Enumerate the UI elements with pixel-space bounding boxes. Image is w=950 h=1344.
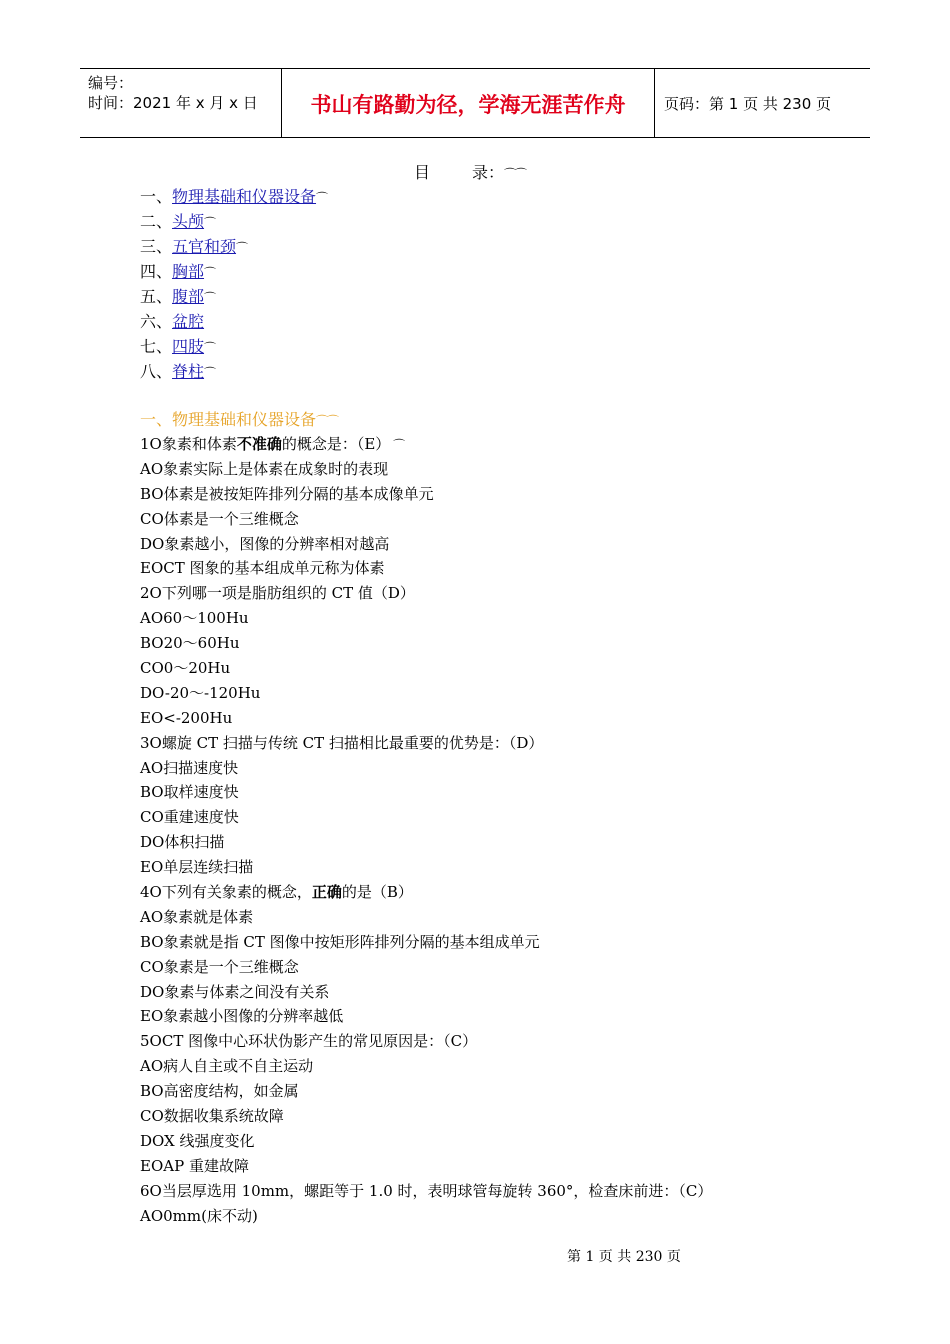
text-line: DO体积扫描 — [140, 833, 225, 852]
toc-link[interactable]: 物理基础和仪器设备 — [172, 187, 317, 206]
paragraph-mark: ⌒ — [390, 438, 405, 452]
header-page-info: 页码：第 1 页 共 230 页 — [664, 95, 832, 113]
text-line: CO0～20Hu — [140, 659, 231, 678]
text-line: AO象素就是体素 — [140, 907, 254, 926]
section-heading — [140, 407, 712, 432]
toc-link[interactable]: 头颅 — [172, 212, 205, 231]
question-lines-a — [140, 457, 712, 880]
paragraph-mark: ⌒⌒ — [504, 167, 527, 181]
toc-link[interactable]: 脊柱 — [172, 362, 205, 381]
text-line: EOCT 图象的基本组成单元称为体素 — [140, 559, 385, 578]
paragraph-mark: ⌒ — [204, 366, 216, 380]
toc-item[interactable] — [140, 359, 327, 384]
text-line: CO体素是一个三维概念 — [140, 509, 299, 528]
toc-link[interactable]: 盆腔 — [172, 312, 205, 331]
toc-prefix: 四、 — [140, 262, 173, 281]
toc-prefix: 一、 — [140, 187, 173, 206]
text-line: BO象素就是指 CT 图像中按矩形阵排列分隔的基本组成单元 — [140, 932, 540, 951]
toc-item[interactable] — [140, 334, 327, 359]
question-text: 的概念是：（E） — [281, 435, 391, 453]
text-line: DO-20～-120Hu — [140, 683, 261, 702]
toc-item[interactable] — [140, 284, 327, 309]
header-divider — [654, 69, 655, 137]
text-line: DO象素越小，图像的分辨率相对越高 — [140, 534, 390, 553]
text-line: DOX 线强度变化 — [140, 1131, 255, 1150]
page-header — [80, 68, 870, 138]
text-line: DO象素与体素之间没有关系 — [140, 982, 330, 1001]
toc-item[interactable] — [140, 259, 327, 284]
toc-title — [414, 160, 526, 183]
text-line: EO<-200Hu — [140, 708, 233, 727]
toc-link[interactable]: 腹部 — [172, 287, 205, 306]
paragraph-mark: ⌒ — [204, 341, 216, 355]
text-line: 2O下列哪一项是脂肪组织的 CT 值（D） — [140, 584, 415, 603]
paragraph-mark: ⌒ — [204, 291, 216, 305]
toc-item[interactable] — [140, 209, 327, 234]
text-line: 5OCT 图像中心环状伪影产生的常见原因是：（C） — [140, 1032, 478, 1051]
question-lines-b — [140, 905, 712, 1229]
table-of-contents — [140, 184, 327, 384]
paragraph-mark: ⌒ — [316, 191, 328, 205]
header-meta — [88, 73, 278, 113]
text-line: BO体素是被按矩阵排列分隔的基本成像单元 — [140, 484, 434, 503]
toc-title-right: 录： — [472, 163, 505, 182]
toc-item[interactable] — [140, 234, 327, 259]
text-line: BO20～60Hu — [140, 634, 240, 653]
text-line: 6O当层厚选用 10mm，螺距等于 1.0 时，表明球管每旋转 360°，检查床前进：（C） — [140, 1181, 713, 1200]
question-line — [140, 880, 712, 905]
toc-link[interactable]: 四肢 — [172, 337, 205, 356]
question-text: 4O下列有关象素的概念， — [140, 883, 312, 902]
toc-link[interactable]: 胸部 — [172, 262, 205, 281]
text-line: AO扫描速度快 — [140, 758, 239, 777]
toc-title-left: 目 — [414, 163, 431, 182]
toc-prefix: 六、 — [140, 312, 173, 331]
header-motto: 书山有路勤为径，学海无涯苦作舟 — [310, 93, 626, 117]
text-line: EO单层连续扫描 — [140, 858, 254, 877]
paragraph-mark: ⌒ — [204, 266, 216, 280]
text-line: CO数据收集系统故障 — [140, 1107, 284, 1126]
paragraph-mark: ⌒⌒ — [316, 414, 339, 428]
toc-prefix: 七、 — [140, 337, 173, 356]
text-line: EO象素越小图像的分辨率越低 — [140, 1007, 344, 1026]
toc-prefix: 三、 — [140, 237, 173, 256]
number-label: 编号： — [88, 74, 134, 92]
toc-item[interactable] — [140, 309, 327, 334]
time-label: 时间：2021 年 x 月 x 日 — [88, 94, 258, 112]
question-emphasis: 正确 — [311, 883, 342, 902]
toc-prefix: 二、 — [140, 212, 173, 231]
paragraph-mark: ⌒ — [204, 216, 216, 230]
question-text: 1O象素和体素 — [140, 435, 237, 453]
page-footer: 第 1 页 共 230 页 — [567, 1249, 681, 1265]
text-line: AO0mm(床不动) — [140, 1206, 258, 1225]
section-heading-text: 一、物理基础和仪器设备 — [140, 410, 317, 429]
text-line: EOAP 重建故障 — [140, 1156, 249, 1175]
question-emphasis: 不准确 — [236, 435, 282, 453]
question-line — [140, 432, 712, 457]
text-line: CO重建速度快 — [140, 808, 239, 827]
text-line: AO象素实际上是体素在成象时的表现 — [140, 459, 389, 478]
text-line: AO病人自主或不自主运动 — [140, 1057, 314, 1076]
text-line: CO象素是一个三维概念 — [140, 957, 299, 976]
text-line: BO高密度结构，如金属 — [140, 1082, 299, 1101]
toc-prefix: 五、 — [140, 287, 173, 306]
text-line: AO60～100Hu — [140, 609, 249, 628]
paragraph-mark: ⌒ — [236, 241, 248, 255]
toc-prefix: 八、 — [140, 362, 173, 381]
question-text: 的是（B） — [341, 883, 413, 902]
toc-link[interactable]: 五官和颈 — [172, 237, 237, 256]
text-line: 3O螺旋 CT 扫描与传统 CT 扫描相比最重要的优势是：（D） — [140, 733, 544, 752]
text-line: BO取样速度快 — [140, 783, 239, 802]
toc-item[interactable] — [140, 184, 327, 209]
document-body — [140, 407, 712, 1229]
